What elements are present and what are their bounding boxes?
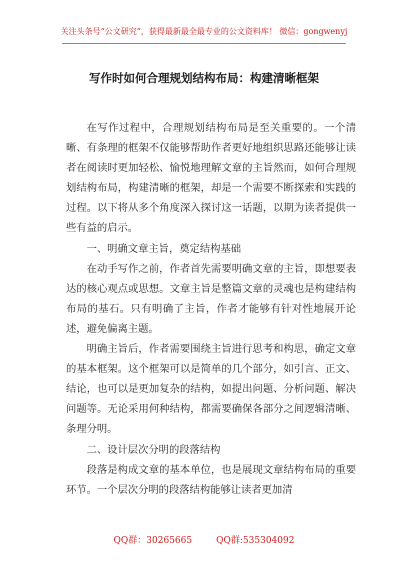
paragraph: 在动手写作之前，作者首先需要明确文章的主旨，即想要表达的核心观点或思想。文章主旨是整篇文章的灵魂也是构建结构布局的基石。只有明确了主旨，作者才能够有针对性地展开论述，避免偏离主题。 <box>66 262 356 335</box>
section-heading-2: 二、设计层次分明的段落结构 <box>86 443 221 456</box>
document-body <box>66 118 356 500</box>
header-promo-note: 关注头条号“公文研究”，获得最新最全最专业的公文资料库！ 微信：gongwenyj <box>60 27 348 36</box>
document-title: 写作时如何合理规划结构布局：构建清晰框架 <box>89 71 319 85</box>
qq-group-1: QQ群：30265665 <box>113 536 193 546</box>
header-divider <box>62 43 346 44</box>
footer-contact <box>0 533 408 546</box>
paragraph: 段落是构成文章的基本单位，也是展现文章结构布局的重要环节。一个层次分明的段落结构能够让读者更加清 <box>66 463 356 496</box>
qq-group-2: QQ群:535304092 <box>216 536 295 546</box>
paragraph-intro: 在写作过程中，合理规划结构布局是至关重要的。一个清晰、有条理的框架不仅能够帮助作者更好地组织思路还能够让读者在阅读时更加轻松、愉悦地理解文章的主旨然而，如何合理规划结构布局，构建清晰的框架，却是一个需要不断探索和实践的过程。以下将从多个角度深入探讨这一话题，以期为读者提供一些有益的启示。 <box>66 122 356 235</box>
paragraph: 明确主旨后，作者需要围绕主旨进行思考和构思，确定文章的基本框架。这个框架可以是简单的几个部分，如引言、正文、结论，也可以是更加复杂的结构，如提出问题、分析问题、解决问题等。无论采用何种结构，都需要确保各部分之间逻辑清晰、条理分明。 <box>66 343 356 436</box>
section-heading-1: 一、明确文章主旨，奠定结构基础 <box>86 242 242 255</box>
